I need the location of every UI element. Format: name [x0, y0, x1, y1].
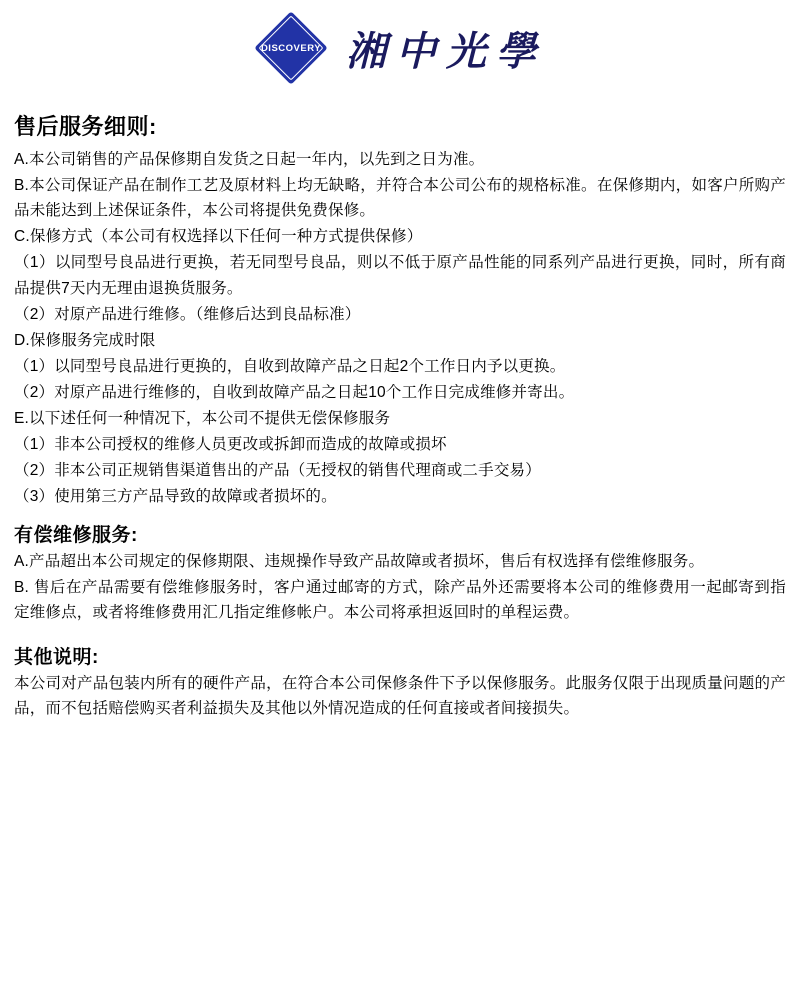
clause-e-item-2: （2）非本公司正规销售渠道售出的产品（无授权的销售代理商或二手交易）: [14, 462, 541, 480]
other-notes-paragraph: 本公司对产品包装内所有的硬件产品，在符合本公司保修条件下予以保修服务。此服务仅限于出现质量问题的产品，而不包括赔偿购买者利益损失及其他以外情况造成的任何直接或者间接损失。: [14, 674, 786, 717]
section-spacer: [14, 626, 786, 632]
logo-wordmark: DISCOVERY: [260, 42, 322, 54]
clause-c-item-1: （1）以同型号良品进行更换，若无同型号良品，则以不低于原产品性能的同系列产品进行更换，同时，所有商品提供7天内无理由退换货服务。: [14, 254, 786, 297]
clause-d-item-1: （1）以同型号良品进行更换的，自收到故障产品之日起2个工作日内予以更换。: [14, 357, 566, 375]
section-title-paid-repair: 有偿维修服务:: [14, 524, 138, 546]
discovery-logo-icon: [254, 11, 328, 85]
clause-d-item-2: （2）对原产品进行维修的，自收到故障产品之日起10个工作日完成维修并寄出。: [14, 383, 575, 401]
brand-name-cn: 湘中光學: [346, 27, 546, 75]
clause-e-item-3: （3）使用第三方产品导致的故障或者损坏的。: [14, 488, 337, 506]
clause-a-warranty-period: A.本公司销售的产品保修期自发货之日起一年内，以先到之日为准。: [14, 151, 485, 168]
clause-d-service-time: D.保修服务完成时限: [14, 331, 156, 349]
clause-c-item-2: （2）对原产品进行维修。（维修后达到良品标准）: [14, 305, 361, 323]
paid-repair-clause-b: B. 售后在产品需要有偿维修服务时，客户通过邮寄的方式，除产品外还需要将本公司的维修费用一起邮寄到指定维修点，或者将维修费用汇几指定维修帐户。本公司将承担返回时的单程运费。: [14, 578, 786, 621]
document-body: [10, 96, 790, 721]
paid-repair-clause-a: A.产品超出本公司规定的保修期限、违规操作导致产品故障或者损坏，售后有权选择有偿维修服务。: [14, 552, 705, 570]
clause-e-item-1: （1）非本公司授权的维修人员更改或拆卸而造成的故障或损坏: [14, 436, 447, 454]
section-title-other-notes: 其他说明:: [14, 646, 99, 668]
clause-e-exclusions: E.以下述任何一种情况下，本公司不提供无偿保修服务: [14, 410, 391, 428]
clause-c-warranty-method: C.保修方式（本公司有权选择以下任何一种方式提供保修）: [14, 228, 423, 246]
clause-b-quality-guarantee: B.本公司保证产品在制作工艺及原材料上均无缺略，并符合本公司公布的规格标准。在保修期内，如客户所购产品未能达到上述保证条件，本公司将提供免费保修。: [14, 177, 786, 220]
section-title-after-sales: 售后服务细则:: [14, 114, 157, 139]
document-header: [10, 0, 790, 96]
